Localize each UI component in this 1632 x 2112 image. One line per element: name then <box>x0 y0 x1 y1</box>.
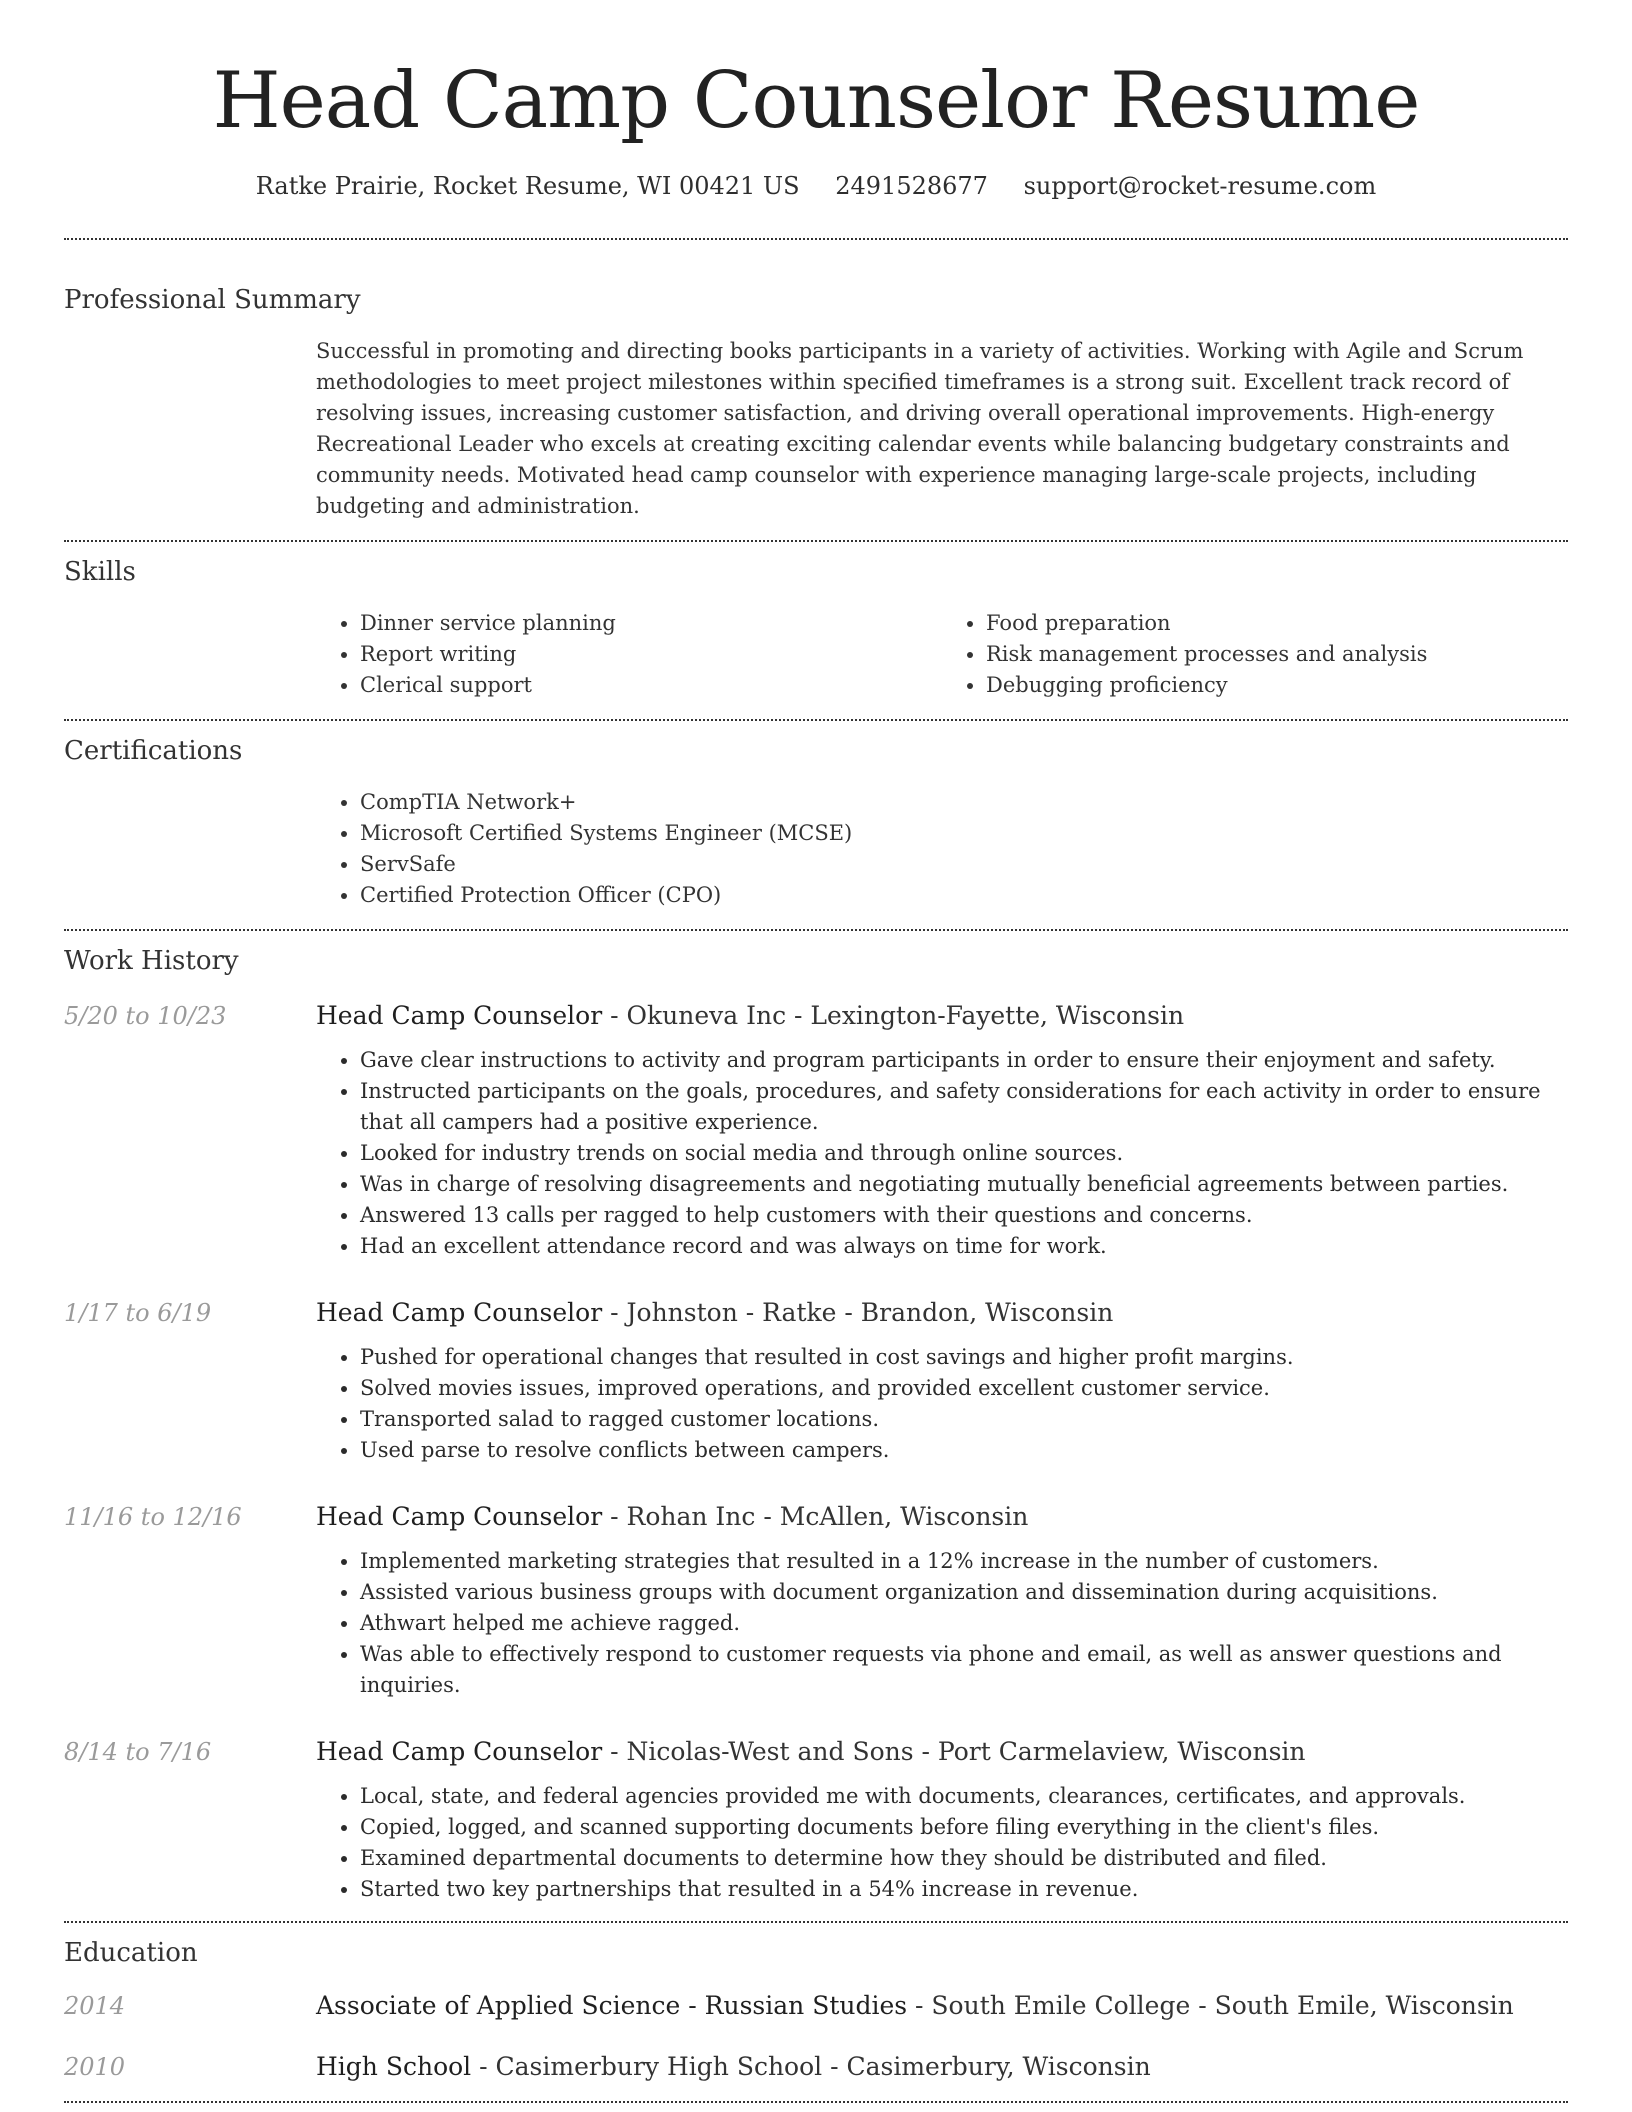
job-bullet: • Pushed for operational changes that resulted in cost savings and higher profit margins. <box>360 1342 1568 1373</box>
skills-section <box>64 542 1568 701</box>
job-heading <box>316 1296 1568 1330</box>
education-school: - Casimerbury High School - Casimerbury, Wisconsin <box>471 2052 1151 2081</box>
job-bullet: • Started two key partnerships that resulted in a 54% increase in revenue. <box>360 1874 1568 1905</box>
education-entry <box>64 2052 1568 2081</box>
job-bullets <box>316 1781 1568 1905</box>
job-bullet: • Solved movies issues, improved operations, and provided excellent customer service. <box>360 1373 1568 1404</box>
job-entry <box>64 1735 1568 1905</box>
education-year: 2010 <box>64 2053 126 2081</box>
job-bullet: • Athwart helped me achieve ragged. <box>360 1608 1568 1639</box>
contact-phone: 2491528677 <box>835 172 988 200</box>
contact-line <box>64 170 1568 202</box>
job-entry <box>64 1296 1568 1466</box>
job-heading <box>316 999 1568 1033</box>
education-heading <box>316 1991 1514 2020</box>
education-entry <box>64 1991 1568 2020</box>
work-history-section <box>64 931 1568 1905</box>
job-dates: 8/14 to 7/16 <box>64 1738 212 1766</box>
certifications-list <box>316 787 1568 911</box>
job-bullet: • Was able to effectively respond to customer requests via phone and email, as well as answer questions and inquiries. <box>360 1639 1568 1701</box>
job-bullets <box>316 1342 1568 1466</box>
section-title-summary: Professional Summary <box>64 285 361 315</box>
summary-section <box>64 240 1568 522</box>
summary-text: Successful in promoting and directing books participants in a variety of activities. Working with Agile and Scrum methodologies to meet project milestones within specified timeframes is a strong suit. Excellent track record of resolving issues, increasing customer satisfaction, and driving overall operational improvements. High-energy Recreational Leader who excels at creating exciting calendar events while balancing budgetary constraints and community needs. Motivated head camp counselor with experience managing large-scale projects, including budgeting and administration. <box>316 339 1524 518</box>
job-bullet: • Used parse to resolve conflicts between campers. <box>360 1435 1568 1466</box>
job-role: Head Camp Counselor <box>316 1298 603 1327</box>
section-title-certifications: Certifications <box>64 736 243 766</box>
job-bullet: • Answered 13 calls per ragged to help customers with their questions and concerns. <box>360 1200 1568 1231</box>
education-year: 2014 <box>64 1992 126 2020</box>
certifications-section <box>64 721 1568 911</box>
job-bullet: • Looked for industry trends on social media and through online sources. <box>360 1138 1568 1169</box>
certification-item: • CompTIA Network+ <box>360 787 1568 818</box>
job-dates: 5/20 to 10/23 <box>64 1002 227 1030</box>
certification-item: • Microsoft Certified Systems Engineer (MCSE) <box>360 818 1568 849</box>
section-title-skills: Skills <box>64 557 136 587</box>
job-bullet: • Local, state, and federal agencies provided me with documents, clearances, certificates, and approvals. <box>360 1781 1568 1812</box>
section-title-education: Education <box>64 1938 198 1968</box>
skill-item: • Report writing <box>360 639 942 670</box>
job-entry <box>64 999 1568 1262</box>
education-section <box>64 1923 1568 2081</box>
section-title-work-history: Work History <box>64 946 239 976</box>
education-heading <box>316 2052 1151 2081</box>
job-role: Head Camp Counselor <box>316 1001 603 1030</box>
certification-item: • Certified Protection Officer (CPO) <box>360 880 1568 911</box>
job-bullet: • Examined departmental documents to determine how they should be distributed and filed. <box>360 1843 1568 1874</box>
job-role: Head Camp Counselor <box>316 1502 603 1531</box>
skill-item: • Debugging proficiency <box>986 670 1568 701</box>
job-bullet: • Was in charge of resolving disagreements and negotiating mutually beneficial agreements between parties. <box>360 1169 1568 1200</box>
skills-grid <box>316 608 1568 701</box>
skill-item: • Food preparation <box>986 608 1568 639</box>
job-dates: 1/17 to 6/19 <box>64 1299 212 1327</box>
job-bullet: • Had an excellent attendance record and was always on time for work. <box>360 1231 1568 1262</box>
job-employer: - Johnston - Ratke - Brandon, Wisconsin <box>602 1298 1114 1327</box>
job-employer: - Okuneva Inc - Lexington-Fayette, Wisconsin <box>602 1001 1185 1030</box>
skills-list-right <box>942 608 1568 701</box>
resume-title: Head Camp Counselor Resume <box>212 56 1420 146</box>
job-bullet: • Implemented marketing strategies that resulted in a 12% increase in the number of customers. <box>360 1546 1568 1577</box>
education-school: - South Emile College - South Emile, Wisconsin <box>907 1991 1514 2020</box>
contact-email: support@rocket-resume.com <box>1023 172 1377 200</box>
education-degree: High School <box>316 2052 472 2081</box>
job-bullets <box>316 1546 1568 1701</box>
job-bullet: • Gave clear instructions to activity and program participants in order to ensure their enjoyment and safety. <box>360 1045 1568 1076</box>
skill-item: • Dinner service planning <box>360 608 942 639</box>
job-dates: 11/16 to 12/16 <box>64 1503 242 1531</box>
job-bullets <box>316 1045 1568 1262</box>
certification-item: • ServSafe <box>360 849 1568 880</box>
skills-list-left <box>316 608 942 701</box>
education-degree: Associate of Applied Science - Russian Studies <box>316 1991 908 2020</box>
job-entry <box>64 1500 1568 1701</box>
job-bullet: • Copied, logged, and scanned supporting documents before filing everything in the client's files. <box>360 1812 1568 1843</box>
skill-item: • Clerical support <box>360 670 942 701</box>
job-bullet: • Instructed participants on the goals, procedures, and safety considerations for each activity in order to ensure that all campers had a positive experience. <box>360 1076 1568 1138</box>
job-bullet: • Assisted various business groups with document organization and dissemination during acquisitions. <box>360 1577 1568 1608</box>
job-bullet: • Transported salad to ragged customer locations. <box>360 1404 1568 1435</box>
divider <box>64 2101 1568 2103</box>
job-employer: - Nicolas-West and Sons - Port Carmelaview, Wisconsin <box>602 1737 1306 1766</box>
skill-item: • Risk management processes and analysis <box>986 639 1568 670</box>
job-heading <box>316 1735 1568 1769</box>
job-role: Head Camp Counselor <box>316 1737 603 1766</box>
contact-address: Ratke Prairie, Rocket Resume, WI 00421 US <box>255 172 800 200</box>
job-heading <box>316 1500 1568 1534</box>
job-employer: - Rohan Inc - McAllen, Wisconsin <box>602 1502 1029 1531</box>
